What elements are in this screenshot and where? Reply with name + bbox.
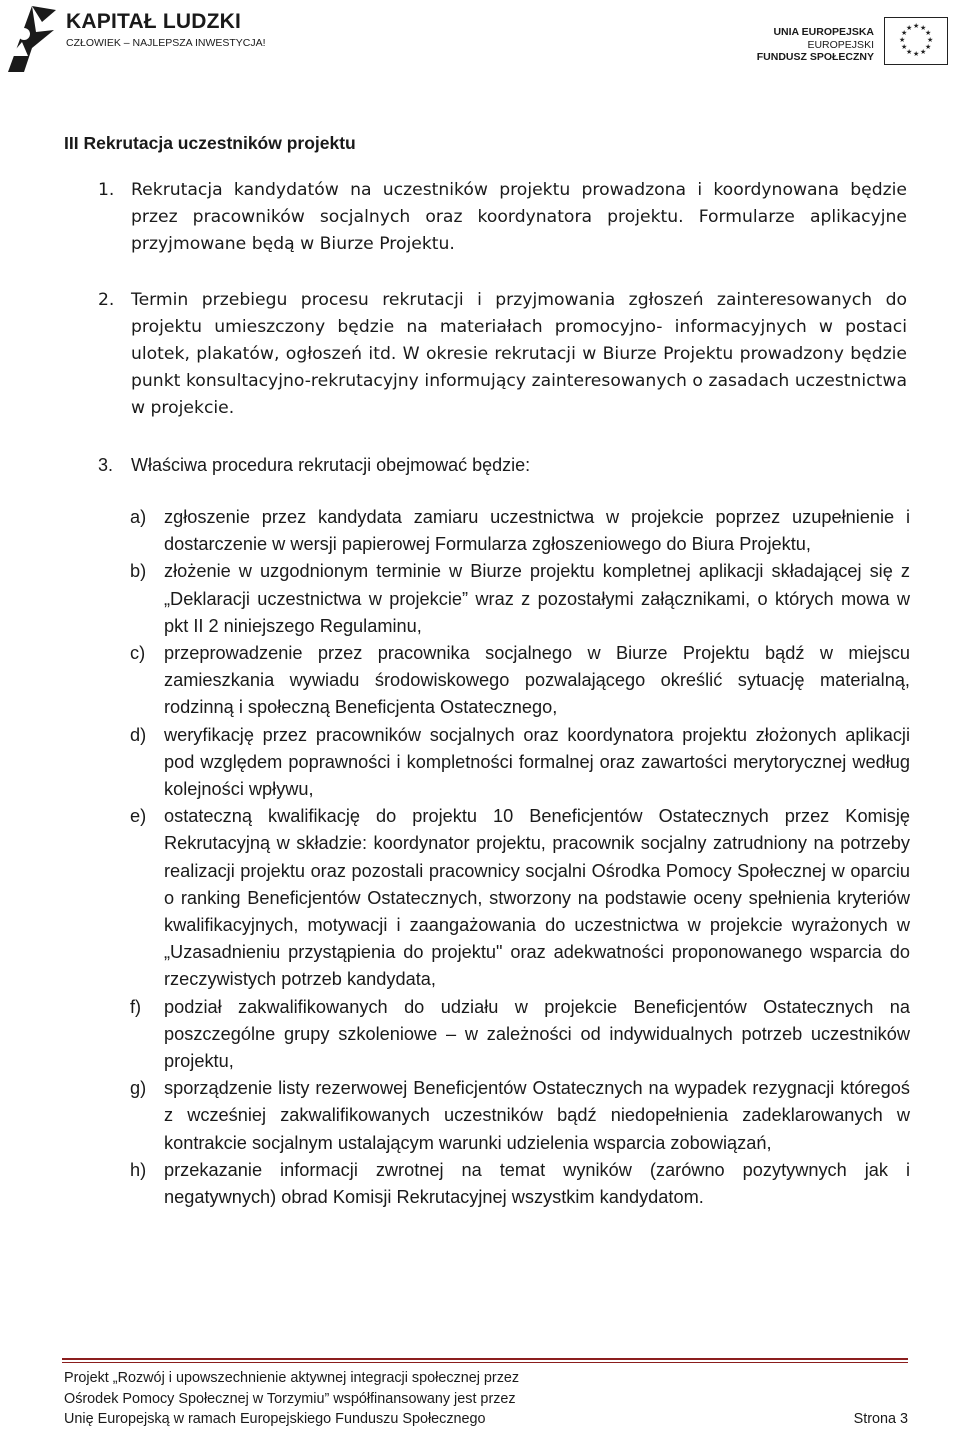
list-item-label: c) <box>130 643 146 664</box>
point-text: Właściwa procedura rekrutacji obejmować będzie: <box>131 455 531 475</box>
list-item-text: podział zakwalifikowanych do udziału w projekcie Beneficjentów Ostatecznych na poszczególne grupy szkoleniowe – w zależności od indywidualnych potrzeb uczestników projektu, <box>164 996 910 1072</box>
list-item-text: przekazanie informacji zwrotnej na temat wyników (zarówno pozytywnych jak i negatywnych) obrad Komisji Rekrutacyjnej wszystkim kandydatom. <box>164 1159 910 1208</box>
svg-text:★: ★ <box>906 48 913 56</box>
list-item <box>130 640 910 722</box>
list-item-text: przeprowadzenie przez pracownika socjalnego w Biurze Projektu bądź w miejscu zamieszkania wywiadu środowiskowego pozwalającego określić sytuację materialną, rodzinną i społeczną Beneficjenta Ostatecznego, <box>164 643 910 718</box>
page-number: Strona 3 <box>853 1411 908 1427</box>
eu-logo <box>756 0 960 80</box>
list-item-label: b) <box>130 561 147 582</box>
list-item <box>130 722 910 804</box>
eu-logo-line-3: FUNDUSZ SPOŁECZNY <box>756 51 874 63</box>
svg-text:★: ★ <box>920 48 927 56</box>
list-item <box>130 1075 910 1157</box>
point-text: Termin przebiegu procesu rekrutacji i przyjmowania zgłoszeń zainteresowanych do projektu umieszczony będzie na materiałach promocyjno- informacyjnych w postaci ulotek, plakatów, ogłoszeń itd. W okresie rekrutacji w Biurze Projektu prowadzony będzie punkt konsultacyjno-rekrutacyjny informujący zainteresowanych o zasadach uczestnictwa w projekcie. <box>131 290 907 418</box>
logo-subtitle: CZŁOWIEK – NAJLEPSZA INWESTYCJA! <box>66 37 266 49</box>
procedure-list <box>130 504 910 1211</box>
list-item-text: weryfikację przez pracowników socjalnych oraz koordynatora projektu złożonych aplikacji pod względem poprawności i kompletności formalnej oraz zawartości merytorycznej według kolejności wpływu, <box>164 724 910 800</box>
svg-text:★: ★ <box>901 29 908 37</box>
list-item <box>130 994 910 1076</box>
list-item-label: e) <box>130 806 147 827</box>
list-item <box>130 504 910 558</box>
footer-divider <box>62 1358 908 1360</box>
svg-text:★: ★ <box>927 36 934 44</box>
list-item-text: zgłoszenie przez kandydata zamiaru uczestnictwa w projekcie poprzez uzupełnienie i dostarczenie w wersji papierowej Formularza zgłoszeniowego do Biura Projektu, <box>164 507 910 555</box>
logo-title: KAPITAŁ LUDZKI <box>66 10 242 33</box>
list-item-text: sporządzenie listy rezerwowej Beneficjentów Ostatecznych na wypadek rezygnacji któregoś z wcześniej zakwalifikowanych uczestników bądź niedopełnienia zadeklarowanych w kontrakcie socjalnym ustalającym warunki udzielenia wsparcia zobowiązań, <box>164 1078 910 1153</box>
footer <box>64 1368 910 1430</box>
kapital-ludzki-logo <box>0 0 300 80</box>
eu-logo-line-1: UNIA EUROPEJSKA <box>773 26 874 38</box>
svg-text:★: ★ <box>906 24 913 32</box>
eu-flag-icon <box>884 17 948 65</box>
list-item-label: d) <box>130 724 147 745</box>
svg-text:★: ★ <box>925 29 932 37</box>
list-item <box>130 558 910 640</box>
section-title: III Rekrutacja uczestników projektu <box>64 133 356 153</box>
svg-text:★: ★ <box>899 36 906 44</box>
list-item-label: g) <box>130 1078 147 1099</box>
eu-logo-line-2: EUROPEJSKI <box>807 39 874 51</box>
list-item-label: h) <box>130 1159 147 1180</box>
point-text: Rekrutacja kandydatów na uczestników projektu prowadzona i koordynowana będzie przez pracowników socjalnych oraz koordynatora projektu. Formularze aplikacyjne przyjmowane będą w Biurze Projektu. <box>131 180 907 254</box>
list-item-text: złożenie w uzgodnionym terminie w Biurze projektu kompletnej aplikacji składającej się z „Deklaracji uczestnictwa w projekcie” wraz z pozostałymi załącznikami, o których mowa w pkt II 2 niniejszego Regulaminu, <box>164 561 910 636</box>
svg-text:★: ★ <box>925 43 932 51</box>
kapital-ludzki-logo-icon <box>2 2 60 74</box>
footer-divider-thin <box>62 1362 908 1363</box>
svg-text:★: ★ <box>913 22 920 30</box>
point-number: 3. <box>98 455 114 475</box>
footer-line-3: Unię Europejską w ramach Europejskiego Funduszu Społecznego <box>64 1411 486 1427</box>
list-item-text: ostateczną kwalifikację do projektu 10 Beneficjentów Ostatecznych przez Komisję Rekrutacyjną w składzie: koordynator projektu, pracownik socjalny zatrudniony na potrzeby realizacji projektu oraz pozostali pracownicy socjalni Ośrodka Pomocy Społecznej w oparciu o ranking Beneficjentów Ostatecznych, stworzony na podstawie oceny spełnienia kryteriów kwalifikacyjnych, motywacji i zaangażowania do uczestnictwa w projekcie wyrażonych w „Uzasadnieniu przystąpienia do projektu" oraz adekwatności proponowanego wsparcia do rzeczywistych potrzeb kandydata, <box>164 806 910 990</box>
svg-text:★: ★ <box>913 50 920 58</box>
list-item <box>130 1157 910 1211</box>
svg-text:★: ★ <box>901 43 908 51</box>
point-number: 1. <box>98 180 115 200</box>
svg-text:★: ★ <box>920 24 927 32</box>
list-item-label: a) <box>130 507 147 527</box>
point-number: 2. <box>98 290 115 310</box>
footer-line-1: Projekt „Rozwój i upowszechnienie aktywnej integracji społecznej przez <box>64 1370 520 1386</box>
list-item <box>130 803 910 993</box>
list-item-label: f) <box>130 996 142 1017</box>
footer-line-2: Ośrodek Pomocy Społecznej w Torzymiu” współfinansowany jest przez <box>64 1390 516 1407</box>
